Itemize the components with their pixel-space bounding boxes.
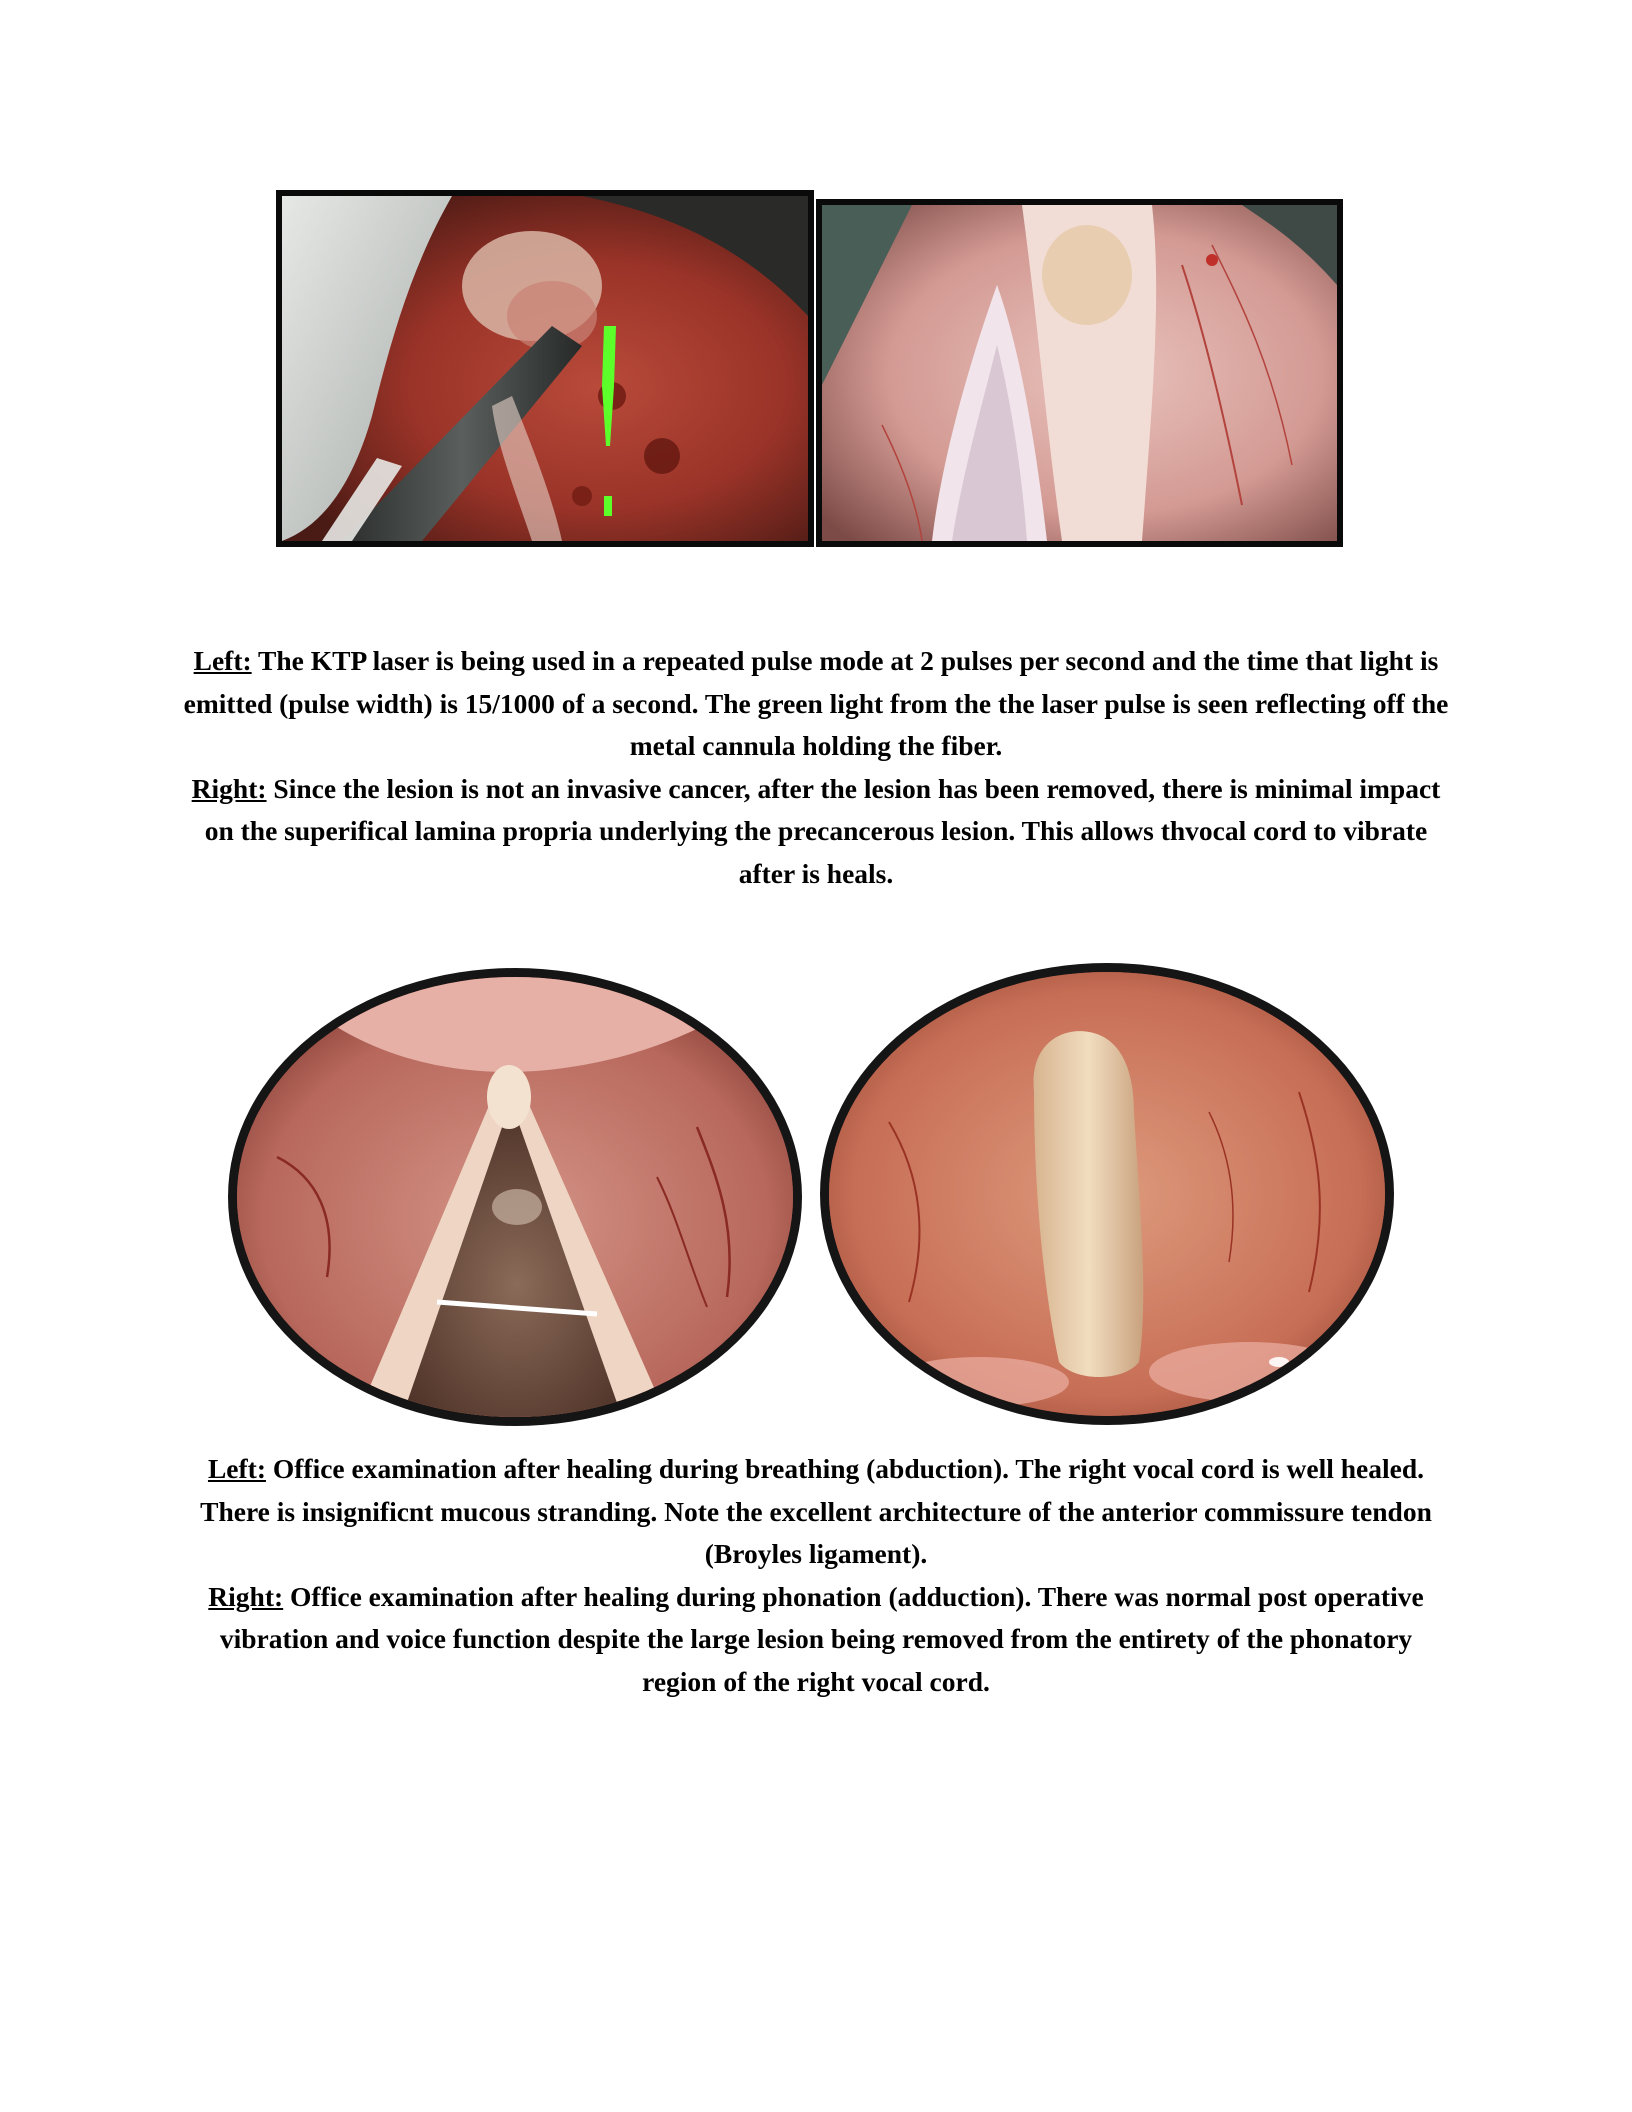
laser-endoscopy-image xyxy=(282,196,808,541)
caption-bottom-paragraph-right xyxy=(180,1576,1452,1704)
caption-bottom-left-text: Office examination after healing during breathing (abduction). The right vocal cord is well healed. There is insignificnt mucous stranding. Note the excellent architecture of the anterior commissure tendon (Broyles ligament). xyxy=(200,1453,1432,1569)
abduction-photo xyxy=(228,968,802,1426)
caption-top-paragraph-left xyxy=(180,640,1452,768)
caption-bottom xyxy=(180,1448,1452,1703)
caption-top xyxy=(180,640,1452,895)
adduction-photo xyxy=(820,963,1394,1425)
abduction-image xyxy=(237,977,793,1417)
post-excision-image xyxy=(822,205,1337,541)
laser-endoscopy-photo xyxy=(276,190,814,547)
caption-top-left-text: The KTP laser is being used in a repeated pulse mode at 2 pulses per second and the time that light is emitted (pulse width) is 15/1000 of a second. The green light from the the laser pulse is seen reflecting off the metal cannula holding the fiber. xyxy=(183,645,1449,761)
caption-top-right-text: Since the lesion is not an invasive cancer, after the lesion has been removed, there is minimal impact on the superifical lamina propria underlying the precancerous lesion. This allows thvocal cord to vibrate after is heals. xyxy=(204,772,1441,889)
caption-top-paragraph-right xyxy=(180,768,1452,896)
caption-bottom-right-label: Right: xyxy=(208,1580,284,1612)
caption-top-right-label: Right: xyxy=(191,772,267,804)
caption-top-left-label: Left: xyxy=(193,645,252,676)
caption-bottom-left-label: Left: xyxy=(207,1453,266,1484)
caption-bottom-paragraph-left xyxy=(180,1448,1452,1576)
adduction-image xyxy=(829,972,1385,1416)
caption-bottom-right-text: Office examination after healing during phonation (adduction). There was normal post operative vibration and voice function despite the large lesion being removed from the entirety of the phonatory region of the right vocal cord. xyxy=(219,1580,1424,1697)
post-excision-photo xyxy=(816,199,1343,547)
